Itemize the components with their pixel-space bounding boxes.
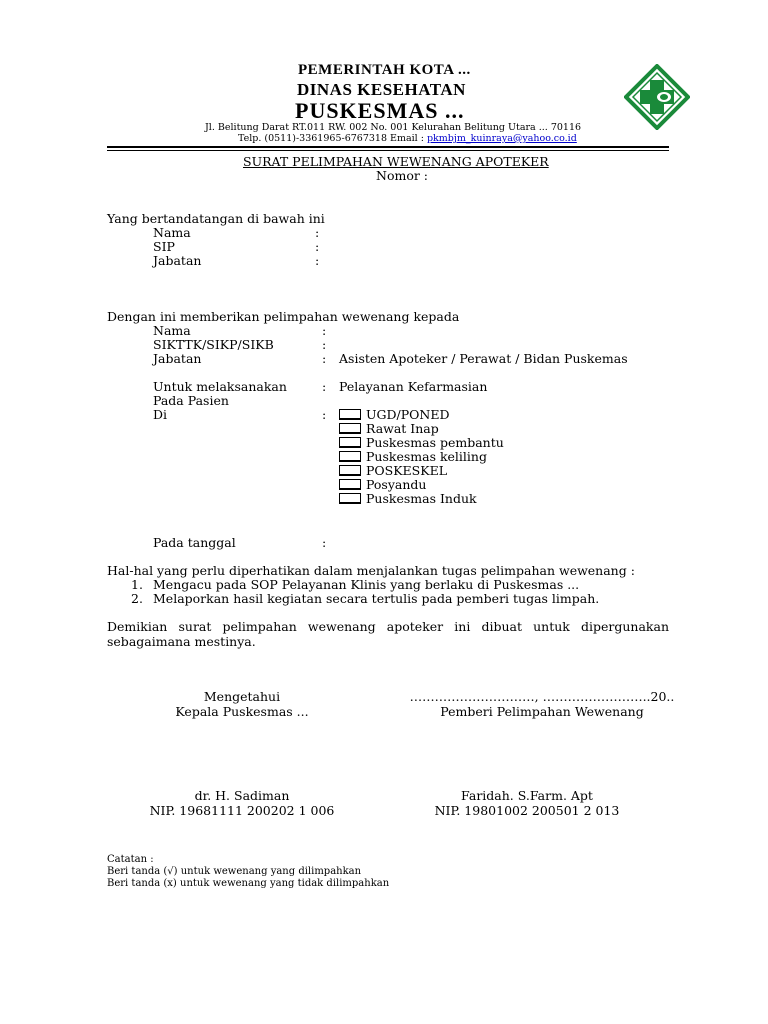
delegate-position-sep: : — [322, 351, 327, 366]
right-signature-name: Faridah. S.Farm. Apt — [461, 788, 593, 803]
right-signature-date: …………………………, ……………………..20.. — [409, 689, 675, 704]
signatory-position-sep: : — [315, 253, 320, 268]
delegate-license-sep: : — [322, 337, 327, 352]
checkbox-ugd-poned[interactable] — [339, 409, 361, 420]
task-sep: : — [322, 379, 327, 394]
signatory-position-label: Jabatan — [153, 253, 202, 268]
signatory-sip-label: SIP — [153, 239, 175, 254]
delegate-position-value: Asisten Apoteker / Perawat / Bidan Puskemas — [339, 351, 628, 366]
left-signature-nip: NIP. 19681111 200202 1 006 — [149, 803, 335, 818]
footnote-line1: Beri tanda (√) untuk wewenang yang dilimpahkan — [107, 866, 362, 877]
signatory-sip-sep: : — [315, 239, 320, 254]
note-item-number: 1. — [131, 577, 143, 592]
header-rule-thick — [107, 146, 669, 148]
right-signature-line2: Pemberi Pelimpahan Wewenang — [440, 704, 644, 719]
location-option-label: Rawat Inap — [366, 421, 439, 436]
checkbox-puskesmas-induk[interactable] — [339, 493, 361, 504]
location-option-label: UGD/PONED — [366, 407, 450, 422]
delegate-license-label: SIKTTK/SIKP/SIKB — [153, 337, 274, 352]
checkbox-posyandu[interactable] — [339, 479, 361, 490]
signatory-name-label: Nama — [153, 225, 191, 240]
note-item-text: Mengacu pada SOP Pelayanan Klinis yang berlaku di Puskesmas ... — [153, 577, 580, 592]
delegate-name-label: Nama — [153, 323, 191, 338]
right-signature-nip: NIP. 19801002 200501 2 013 — [434, 803, 620, 818]
signatory-name-sep: : — [315, 225, 320, 240]
location-sep: : — [322, 407, 327, 422]
task-label: Untuk melaksanakan — [153, 379, 287, 394]
task-value: Pelayanan Kefarmasian — [339, 379, 488, 394]
location-option-label: POSKESKEL — [366, 463, 448, 478]
puskesmas-cross-logo-icon — [624, 64, 690, 130]
left-signature-line2: Kepala Puskesmas ... — [175, 704, 309, 719]
date-sep: : — [322, 535, 327, 550]
left-signature-name: dr. H. Sadiman — [194, 788, 290, 803]
notes-intro: Hal-hal yang perlu diperhatikan dalam menjalankan tugas pelimpahan wewenang : — [107, 563, 635, 578]
checkbox-puskesmas-pembantu[interactable] — [339, 437, 361, 448]
location-option-label: Puskesmas Induk — [366, 491, 477, 506]
note-item-text: Melaporkan hasil kegiatan secara tertulis pada pemberi tugas limpah. — [153, 591, 600, 606]
location-option-label: Puskesmas pembantu — [366, 435, 504, 450]
closing-paragraph: Demikian surat pelimpahan wewenang apoteker ini dibuat untuk dipergunakan sebagaimana mestinya. — [107, 619, 669, 649]
header-puskesmas: PUSKESMAS ... — [295, 98, 465, 123]
delegation-intro: Dengan ini memberikan pelimpahan wewenang kepada — [107, 309, 460, 324]
location-option-label: Posyandu — [366, 477, 427, 492]
delegate-name-sep: : — [322, 323, 327, 338]
checkbox-poskeskel[interactable] — [339, 465, 361, 476]
footnote-label: Catatan : — [107, 854, 154, 865]
footnote-line2: Beri tanda (x) untuk wewenang yang tidak dilimpahkan — [107, 878, 390, 889]
date-label: Pada tanggal — [153, 535, 236, 550]
note-item-number: 2. — [131, 591, 143, 606]
checkbox-puskesmas-keliling[interactable] — [339, 451, 361, 462]
document-title: SURAT PELIMPAHAN WEWENANG APOTEKER — [243, 154, 549, 169]
header-department: DINAS KESEHATAN — [297, 80, 466, 99]
header-contact — [238, 133, 577, 144]
signatory-intro: Yang bertandatangan di bawah ini — [107, 211, 325, 226]
location-option-label: Puskesmas keliling — [366, 449, 487, 464]
patient-label: Pada Pasien — [153, 393, 229, 408]
checkbox-rawat-inap[interactable] — [339, 423, 361, 434]
header-address: Jl. Belitung Darat RT.011 RW. 002 No. 001 Kelurahan Belitung Utara ... 70116 — [205, 122, 582, 133]
left-signature-line1: Mengetahui — [203, 689, 281, 704]
header-rule-thin — [107, 150, 669, 151]
email-link[interactable]: pkmbjm_kuinraya@yahoo.co.id — [426, 133, 577, 144]
location-label: Di — [153, 407, 168, 422]
document-number: Nomor : — [376, 168, 429, 183]
contact-phone: Telp. (0511)-3361965-6767318 Email : — [238, 133, 427, 144]
delegate-position-label: Jabatan — [153, 351, 202, 366]
header-government: PEMERINTAH KOTA ... — [298, 62, 471, 78]
